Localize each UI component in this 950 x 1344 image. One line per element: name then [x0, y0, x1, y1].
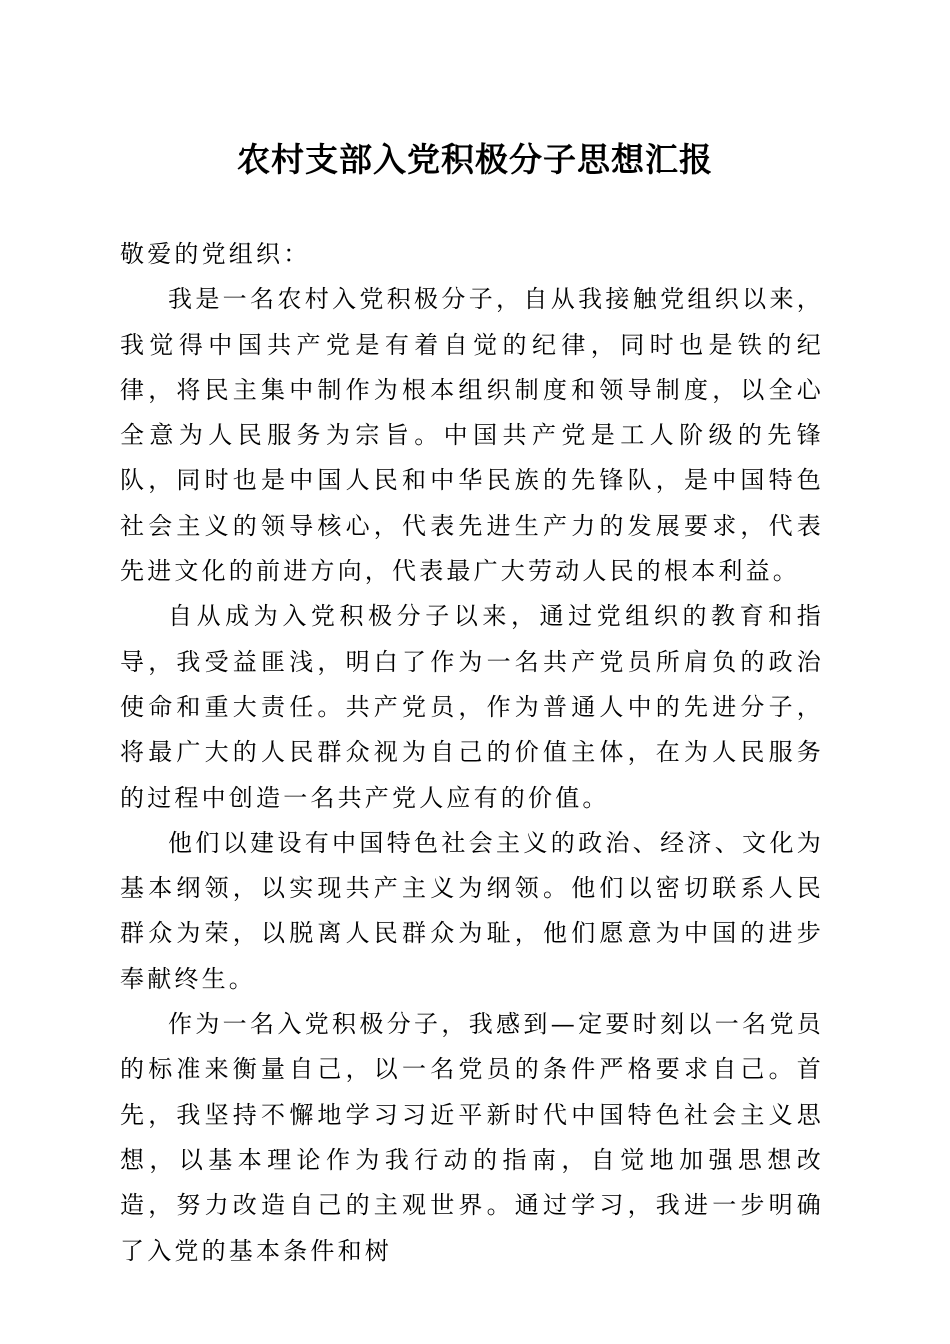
salutation: 敬爱的党组织：	[120, 240, 311, 268]
document-body	[120, 232, 824, 1274]
paragraph-1: 我是一名农村入党积极分子，自从我接触党组织以来，我觉得中国共产党是有着自觉的纪律，同时也是铁的纪律，将民主集中制作为根本组织制度和领导制度，以全心全意为人民服务为宗旨。中国共产党是工人阶级的先锋队，同时也是中国人民和中华民族的先锋队，是中国特色社会主义的领导核心，代表先进生产力的发展要求，代表先进文化的前进方向，代表最广大劳动人民的根本利益。	[120, 285, 824, 586]
document-title: 农村支部入党积极分子思想汇报	[237, 140, 713, 179]
paragraph-2: 自从成为入党积极分子以来，通过党组织的教育和指导，我受益匪浅，明白了作为一名共产党员所肩负的政治使命和重大责任。共产党员，作为普通人中的先进分子，将最广大的人民群众视为自己的价值主体，在为人民服务的过程中创造一名共产党人应有的价值。	[120, 602, 824, 812]
paragraph-4: 作为一名入党积极分子，我感到—定要时刻以一名党员的标准来衡量自己，以一名党员的条件严格要求自己。首先，我坚持不懈地学习习近平新时代中国特色社会主义思想，以基本理论作为我行动的指南，自觉地加强思想改造，努力改造自己的主观世界。通过学习，我进一步明确了入党的基本条件和树	[120, 1010, 824, 1265]
paragraph-3: 他们以建设有中国特色社会主义的政治、经济、文化为基本纲领，以实现共产主义为纲领。他们以密切联系人民群众为荣，以脱离人民群众为耻，他们愿意为中国的进步奉献终生。	[120, 828, 824, 993]
